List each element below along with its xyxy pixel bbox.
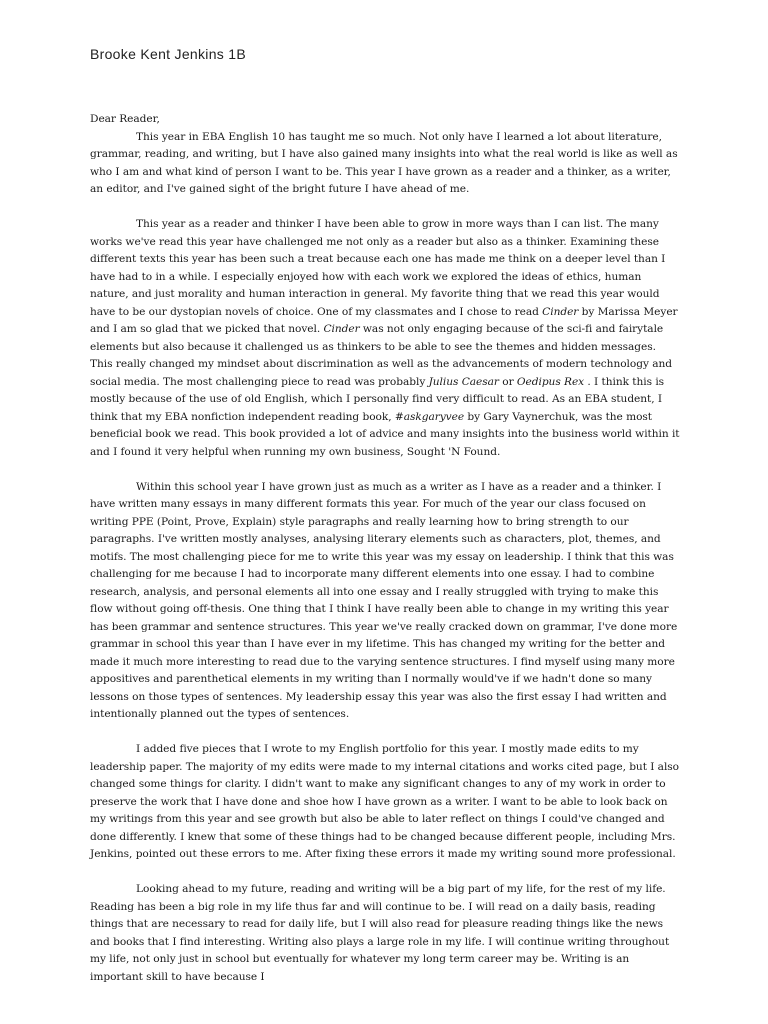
book-title-julius-caesar: Julius Caesar [428, 375, 499, 388]
text-run: by Gary Vaynerchuk, was the most beneficial book we read. This book provided a lot of advice and many insights into the business world within it and I found it very helpful when running my own business, Sought 'N Found. [90, 410, 680, 458]
text-run: or [498, 375, 517, 388]
letter-body [90, 111, 680, 1004]
text-run: was not only engaging because of the sci-fi and fairytale elements but also because it challenged us as thinkers to be able to see the themes and hidden messages. This really changed my mindset about discrimination as well as the advancements of modern technology and social media. The most challenging piece to read was probably [90, 323, 672, 388]
book-title-oedipus-rex: Oedipus Rex [516, 375, 585, 388]
book-title-cinder: Cinder [542, 305, 579, 318]
paragraph-writer: Within this school year I have grown just as much as a writer as I have as a reader and a thinker. I have written many essays in many different formats this year. For much of the year our class focused on writing PPE (Point, Prove, Explain) style paragraphs and really learning how to bring strength to our paragraphs. I've written mostly analyses, analysing literary elements such as characters, plot, themes, and motifs. The most challenging piece for me to write this year was my essay on leadership. I think that this was challenging for me because I had to incorporate many different elements into one essay. I had to combine research, analysis, and personal elements all into one essay and I really struggled with trying to make this flow without going off-thesis. One thing that I think I have really been able to change in my writing this year has been grammar and sentence structures. This year we've really cracked down on grammar, I've done more grammar in school this year than I have ever in my lifetime. This has changed my writing for the better and made it much more interesting to read due to the varying sentence structures. I find myself using many more appositives and parenthetical elements in my writing than I normally would've if we hadn't done so many lessons on those types of sentences. My leadership essay this year was also the first essay I had written and intentionally planned out the types of sentences. [90, 480, 678, 720]
book-title-cinder: Cinder [323, 323, 360, 335]
paragraph-editor: I added five pieces that I wrote to my English portfolio for this year. I mostly made edits to my leadership paper. The majority of my edits were made to my internal citations and works cited page, but I also changed some things for clarity. I didn't want to make any significant changes to any of my work in order to preserve the work that I have done and shoe how I have grown as a writer. I want to be able to look back on my writings from this year and see growth but also be able to later reflect on things I could've changed and done differently. I knew that some of these things had to be changed because different people, including Mrs. Jenkins, pointed out these errors to me. After fixing these errors it made my writing sound more professional. [90, 743, 680, 860]
author-header: Brooke Kent Jenkins 1B [90, 46, 247, 62]
paragraph-intro: This year in EBA English 10 has taught me so much. Not only have I learned a lot about literature, grammar, reading, and writing, but I have also gained many insights into what the real world is like as well as who I am and what kind of person I want to be. This year I have grown as a reader and a thinker, as a writer, an editor, and I've gained sight of the bright future I have ahead of me. [90, 130, 678, 195]
text-run: by Marissa Meyer and I am so glad that we picked that novel. [90, 305, 678, 335]
paragraph-future: Looking ahead to my future, reading and writing will be a big part of my life, for the rest of my life. Reading has been a big role in my life thus far and will continue to be. I will read on a daily basis, reading things that are necessary to read for daily life, but I will also read for pleasure reading things like the news and books that I find interesting. Writing also plays a large role in my life. I will continue writing throughout my life, not only just in school but eventually for whatever my long term career may be. Writing is an important skill to have because I [90, 883, 670, 983]
text-run: . I think this is mostly because of the use of old English, which I personally find very difficult to read. As an EBA student, I think that my EBA nonfiction independent reading book, [90, 375, 665, 423]
paragraph-reader-thinker [90, 216, 680, 461]
salutation: Dear Reader, [90, 113, 160, 125]
text-run: This year as a reader and thinker I have been able to grow in more ways than I can list. The many works we've read this year have challenged me not only as a reader but also as a thinker. Examining these different texts this year has been such a treat because each one has made me think on a deeper level than I have had to in a while. I especially enjoyed how with each work we explored the ideas of ethics, human nature, and just morality and human interaction in general. My favorite thing that we read this year would have to be our dystopian novels of choice. One of my classmates and I chose to read [90, 218, 666, 318]
book-title-askgaryvee: #askgaryvee [394, 410, 465, 423]
